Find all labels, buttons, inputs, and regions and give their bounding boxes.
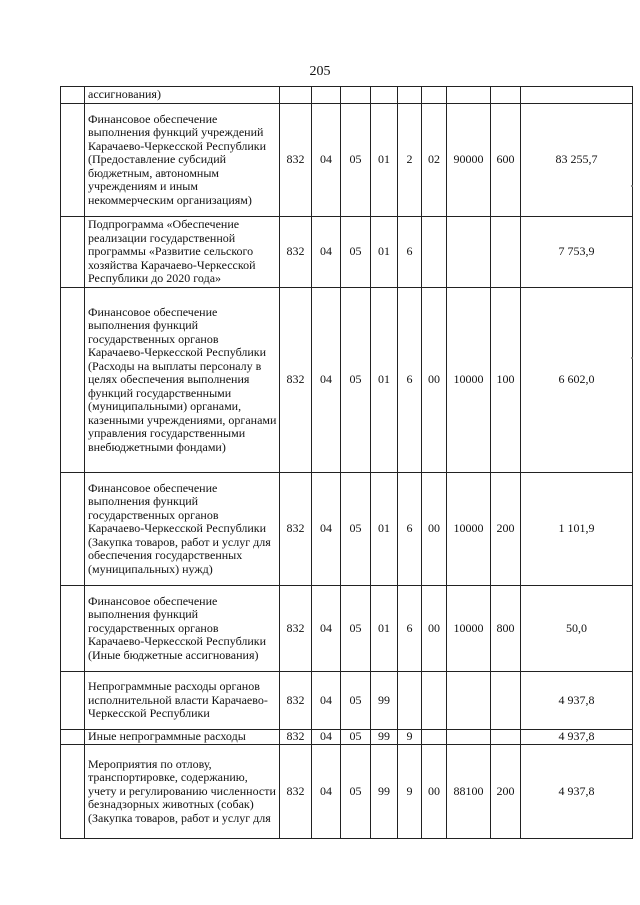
row-number-cell (61, 87, 85, 104)
program-code: 99 (371, 672, 398, 730)
row-number-cell (61, 473, 85, 586)
row-sum (521, 87, 633, 104)
section-code: 04 (312, 473, 341, 586)
direction-code (447, 87, 491, 104)
main-event-code: 02 (422, 104, 447, 217)
expense-type-code (491, 730, 521, 745)
direction-code (447, 672, 491, 730)
expense-type-code: 600 (491, 104, 521, 217)
expense-type-code (491, 87, 521, 104)
section-code: 04 (312, 217, 341, 288)
row-name: Непрограммные расходы органов исполнительной власти Карачаево-Черкесской Республики (85, 672, 280, 730)
main-event-code (422, 217, 447, 288)
main-event-code: 00 (422, 586, 447, 672)
table-row (61, 217, 633, 288)
table-row (61, 473, 633, 586)
row-sum: 4 937,8 (521, 672, 633, 730)
section-code: 04 (312, 586, 341, 672)
direction-code: 10000 (447, 586, 491, 672)
subprogram-code: 2 (398, 104, 422, 217)
subsection-code: 05 (341, 745, 371, 839)
table-row (61, 104, 633, 217)
main-event-code (422, 87, 447, 104)
section-code: 04 (312, 288, 341, 473)
program-code: 99 (371, 730, 398, 745)
subprogram-code: 6 (398, 586, 422, 672)
subprogram-code: 9 (398, 745, 422, 839)
ministry-code: 832 (280, 745, 312, 839)
subsection-code: 05 (341, 672, 371, 730)
subsection-code: 05 (341, 217, 371, 288)
subprogram-code: 6 (398, 217, 422, 288)
program-code: 01 (371, 217, 398, 288)
expense-type-code: 200 (491, 473, 521, 586)
direction-code (447, 217, 491, 288)
expense-type-code: 100 (491, 288, 521, 473)
ministry-code: 832 (280, 217, 312, 288)
subsection-code: 05 (341, 586, 371, 672)
row-sum: 7 753,9 (521, 217, 633, 288)
main-event-code (422, 672, 447, 730)
row-number-cell (61, 288, 85, 473)
table-row (61, 672, 633, 730)
subsection-code (341, 87, 371, 104)
row-name: Иные непрограммные расходы (85, 730, 280, 745)
ministry-code: 832 (280, 672, 312, 730)
program-code: 99 (371, 745, 398, 839)
ministry-code (280, 87, 312, 104)
row-number-cell (61, 104, 85, 217)
program-code (371, 87, 398, 104)
expense-type-code: 200 (491, 745, 521, 839)
main-event-code: 00 (422, 473, 447, 586)
row-sum: 4 937,8 (521, 730, 633, 745)
ministry-code: 832 (280, 586, 312, 672)
table-row (61, 87, 633, 104)
expense-type-code: 800 (491, 586, 521, 672)
row-sum: 50,0 (521, 586, 633, 672)
direction-code: 88100 (447, 745, 491, 839)
row-number-cell (61, 586, 85, 672)
margin-mark (630, 347, 634, 351)
subprogram-code: 6 (398, 473, 422, 586)
direction-code: 90000 (447, 104, 491, 217)
row-sum: 4 937,8 (521, 745, 633, 839)
section-code (312, 87, 341, 104)
row-number-cell (61, 730, 85, 745)
direction-code: 10000 (447, 473, 491, 586)
program-code: 01 (371, 104, 398, 217)
main-event-code: 00 (422, 745, 447, 839)
row-number-cell (61, 217, 85, 288)
ministry-code: 832 (280, 473, 312, 586)
row-sum: 1 101,9 (521, 473, 633, 586)
row-number-cell (61, 672, 85, 730)
expense-type-code (491, 672, 521, 730)
table-row (61, 730, 633, 745)
direction-code: 10000 (447, 288, 491, 473)
row-name: ассигнования) (85, 87, 280, 104)
program-code: 01 (371, 473, 398, 586)
margin-mark (630, 175, 634, 179)
row-name: Финансовое обеспечение выполнения функций государственных органов Карачаево-Черкесской Республики (Расходы на выплаты персоналу в целях обеспечения выполнения функций государственными (муниципальными) органами, казенными учреждениями, органами управления государственными внебюджетными фондами) (85, 288, 280, 473)
subprogram-code (398, 672, 422, 730)
direction-code (447, 730, 491, 745)
budget-table (60, 86, 633, 839)
subsection-code: 05 (341, 730, 371, 745)
row-name: Мероприятия по отлову, транспортировке, содержанию, учету и регулированию численности безнадзорных животных (собак) (Закупка товаров, работ и услуг для (85, 745, 280, 839)
ministry-code: 832 (280, 288, 312, 473)
ministry-code: 832 (280, 104, 312, 217)
row-sum: 83 255,7 (521, 104, 633, 217)
main-event-code: 00 (422, 288, 447, 473)
row-number-cell (61, 745, 85, 839)
subsection-code: 05 (341, 288, 371, 473)
page-number: 205 (309, 64, 331, 79)
section-code: 04 (312, 672, 341, 730)
program-code: 01 (371, 288, 398, 473)
subprogram-code: 6 (398, 288, 422, 473)
row-name: Финансовое обеспечение выполнения функций государственных органов Карачаево-Черкесской Республики (Иные бюджетные ассигнования) (85, 586, 280, 672)
section-code: 04 (312, 745, 341, 839)
subsection-code: 05 (341, 473, 371, 586)
main-event-code (422, 730, 447, 745)
table-row (61, 745, 633, 839)
section-code: 04 (312, 104, 341, 217)
expense-type-code (491, 217, 521, 288)
row-sum: 6 602,0 (521, 288, 633, 473)
subprogram-code: 9 (398, 730, 422, 745)
table-row (61, 586, 633, 672)
row-name: Финансовое обеспечение выполнения функций государственных органов Карачаево-Черкесской Республики (Закупка товаров, работ и услуг для обеспечения государственных (муниципальных) нужд) (85, 473, 280, 586)
program-code: 01 (371, 586, 398, 672)
ministry-code: 832 (280, 730, 312, 745)
row-name: Подпрограмма «Обеспечение реализации государственной программы «Развитие сельского хозяйства Карачаево-Черкесской Республики до 2020 года» (85, 217, 280, 288)
table-row (61, 288, 633, 473)
subprogram-code (398, 87, 422, 104)
row-name: Финансовое обеспечение выполнения функций учреждений Карачаево-Черкесской Республики (Предоставление субсидий бюджетным, автономным учреждениям и иным некоммерческим организациям) (85, 104, 280, 217)
subsection-code: 05 (341, 104, 371, 217)
section-code: 04 (312, 730, 341, 745)
